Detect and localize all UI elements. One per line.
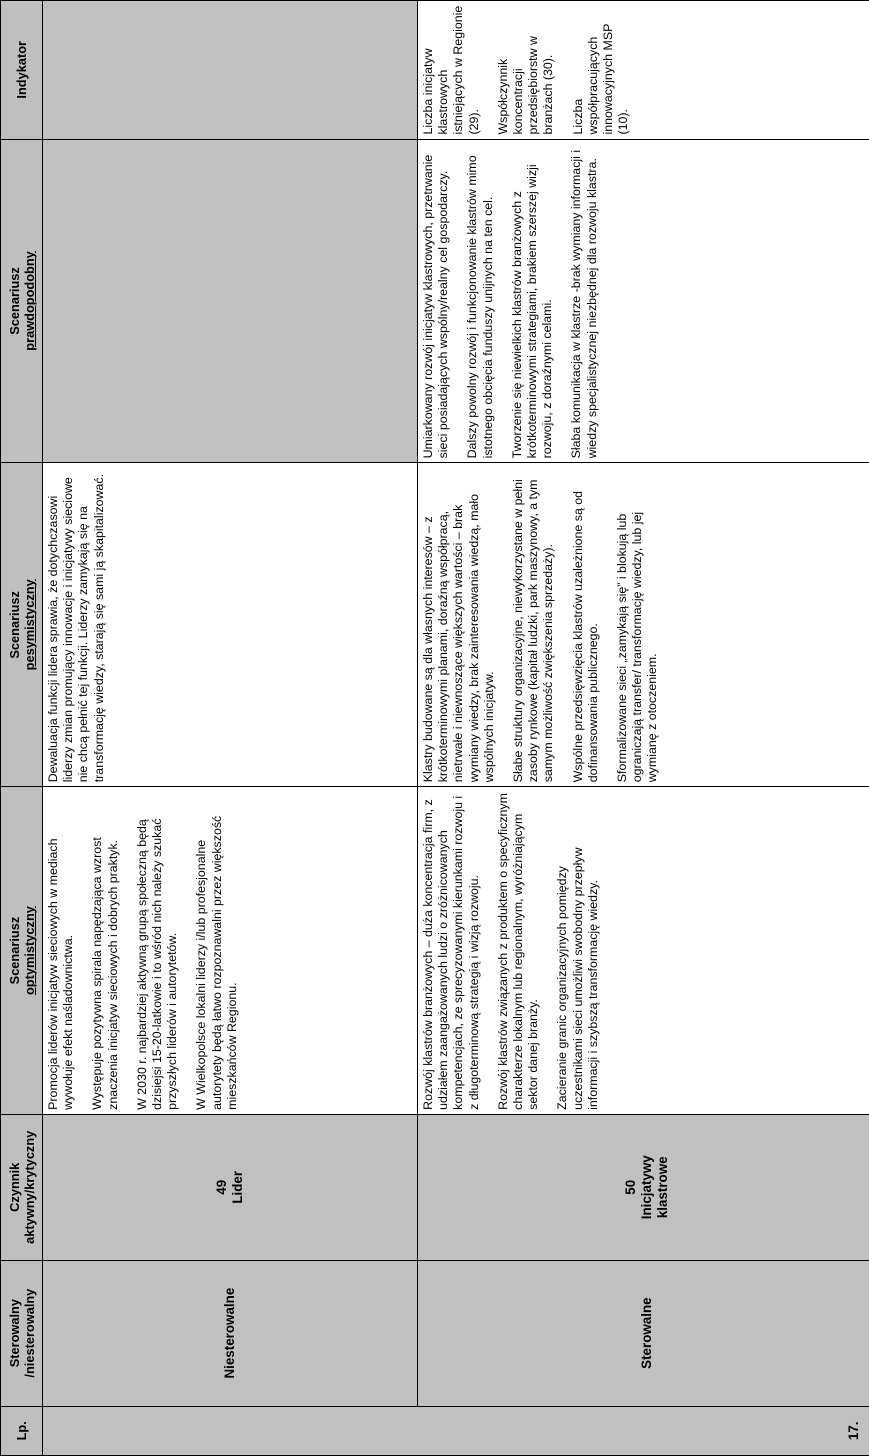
- pessimistic-paragraph: Słabe struktury organizacyjne, niewykorzystane w pełni zasoby rynkowe (kapitał ludzki, park maszynowy, a tym samym możliwość zwiększenia sprzedaży).: [511, 479, 556, 783]
- header-sterowalny: Sterowalny /niesterowalny: [1, 1260, 43, 1406]
- probable-paragraph: Słaba komunikacja w klastrze -brak wymiany informacji i wiedzy specjalistycznej niezbędnej dla rozwoju klastra.: [569, 149, 599, 459]
- header-pessimistic: Scenariusz pesymistyczny: [1, 463, 43, 787]
- indicator-paragraph: Liczba inicjatyw klastrowych istniejących w Regionie (29).: [421, 5, 481, 135]
- optimistic-paragraph: Występuje pozytywna spirala napędzająca wzrost znaczenia inicjatyw sieciowych i dobrych praktyk.: [90, 837, 120, 1110]
- optimistic-cell: [43, 787, 418, 1115]
- header-lp: Lp.: [1, 1406, 43, 1455]
- row-inicjatywy-klastrowe: [418, 1, 869, 1456]
- header-indicator: Indykator: [1, 1, 43, 140]
- row-lider: [43, 1, 418, 1456]
- header-row: [1, 1, 43, 1456]
- indicator-cell-empty: [43, 1, 418, 140]
- probable-paragraph: Dalszy powolny rozwój i funkcjonowanie klastrów mimo istotnego obcięcia funduszy unijnych na ten cel.: [465, 155, 495, 459]
- pessimistic-cell: [418, 463, 869, 787]
- probable-cell-empty: [43, 139, 418, 463]
- optimistic-paragraph: Rozwój klastrów branżowych – duża koncentracja firm, z udziałem zaangażowanych ludzi o zróżnicowanych kompetencjach, ze sprecyzowanymi kierunkami rozwoju i z długoterminową strategią i wizją rozwoju.: [421, 795, 481, 1110]
- probable-paragraph: Umiarkowany rozwój inicjatyw klastrowych, przetrwanie sieci posiadających wspólny/realny cel gospodarczy.: [421, 154, 451, 459]
- pessimistic-paragraph: Wspólne przedsięwzięcia klastrów uzależnione są od dofinansowania publicznego.: [570, 490, 600, 783]
- header-optimistic: Scenariusz optymistyczny: [1, 787, 43, 1115]
- indicator-paragraph: Współczynnik koncentracji przedsiębiorstw w branżach (30).: [495, 36, 556, 135]
- pessimistic-paragraph: Klastry budowane są dla własnych interesów – z krótkoterminowymi planami, doraźną współpracą, nietrwałe i niewnoszące większych wartości – brak wymiany wiedzy, brak zainteresowania wiedzą, mało wspólnych inicjatyw.: [421, 493, 496, 783]
- steerability-cell: Sterowalne: [418, 1260, 869, 1406]
- indicator-paragraph: Liczba współpracujących innowacyjnych MSP (10).: [570, 23, 631, 135]
- factor-cell: 49 Lider: [43, 1114, 418, 1260]
- pessimistic-cell: [43, 463, 418, 787]
- steerability-cell: Niesterowalne: [43, 1260, 418, 1406]
- pessimistic-paragraph: Dewaluacja funkcji lidera sprawia, że dotychczasowi liderzy zmian promujący innowacje i inicjatywy sieciowe nie chcą pełnić tej funkcji. Liderzy zamykają się na transformację wiedzy, starają się sami ją skapitalizować.: [46, 473, 106, 783]
- indicator-cell: [418, 1, 869, 140]
- optimistic-paragraph: W 2030 r. najbardziej aktywną grupą społeczną będą dzisiejsi 15-20-latkowie i to wśród nich należy szukać przyszłych liderów i autorytetów.: [134, 818, 180, 1110]
- probable-cell: [418, 139, 869, 463]
- optimistic-paragraph: Rozwój klastrów związanych z produktem o specyficznym charakterze lokalnym lub regionalnym, wyróżniającym sektor danej branży.: [495, 793, 541, 1110]
- optimistic-paragraph: Zacieranie granic organizacyjnych pomiędzy uczestnikami sieci umożliwi swobodny przepływ informacji i szybszą transformację wiedzy.: [555, 847, 600, 1110]
- factor-cell: 50 Inicjatywy klastrowe: [418, 1114, 869, 1260]
- optimistic-cell: [418, 787, 869, 1115]
- header-probable: Scenariusz prawdopodobny: [1, 139, 43, 463]
- lp-cell: 17.: [43, 1406, 869, 1455]
- optimistic-paragraph: Promocja liderów inicjatyw sieciowych w mediach wywołuje efekt naśladownictwa.: [46, 838, 76, 1110]
- probable-paragraph: Tworzenie się niewielkich klastrów branżowych z krótkoterminowymi strategiami, brakiem szerszej wizji rozwoju, z doraźnymi celami.: [509, 164, 555, 459]
- pessimistic-paragraph: Sformalizowane sieci „zamykają się” i blokują lub ograniczają transfer/ transformację wiedzy, lub jej wymianę z otoczeniem.: [615, 511, 660, 783]
- header-czynnik: Czynnik aktywny/krytyczny: [1, 1114, 43, 1260]
- optimistic-paragraph: W Wielkopolsce lokalni liderzy i/lub profesjonalne autorytety będą łatwo rozpoznawalni przez większość mieszkańców Regionu.: [194, 815, 239, 1110]
